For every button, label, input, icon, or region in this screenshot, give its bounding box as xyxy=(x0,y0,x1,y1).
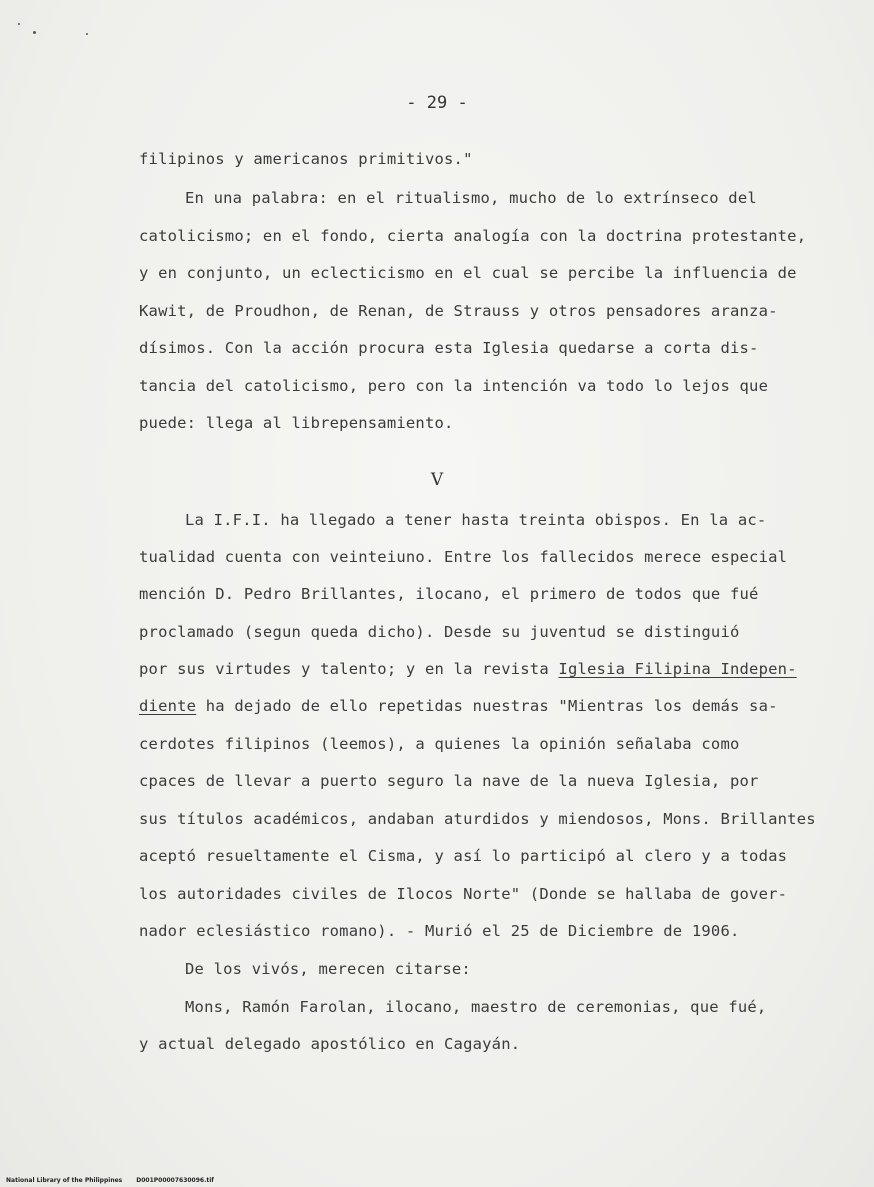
scan-speck xyxy=(33,31,36,34)
scan-speck xyxy=(18,23,20,25)
text-line: aceptó resueltamente el Cisma, y así lo participó al clero y a todas xyxy=(139,847,788,865)
text-line: y actual delegado apostólico en Cagayán. xyxy=(139,1035,521,1053)
text-line: tualidad cuenta con veinteiuno. Entre los fallecidos merece especial xyxy=(139,548,788,566)
periodical-title: Iglesia Filipina Indepen- xyxy=(558,660,797,678)
text-line: filipinos y americanos primitivos." xyxy=(139,150,473,168)
text-line: sus títulos académicos, andaban aturdidos y miendosos, Mons. Brillantes xyxy=(139,810,816,828)
text-line: y en conjunto, un eclecticismo en el cual se percibe la influencia de xyxy=(139,264,797,282)
text-line xyxy=(139,660,797,678)
text-line: cerdotes filipinos (leemos), a quienes la opinión señalaba como xyxy=(139,735,740,753)
text-line: La I.F.I. ha llegado a tener hasta treinta obispos. En la ac- xyxy=(185,511,767,529)
text-line: Kawit, de Proudhon, de Renan, de Strauss y otros pensadores aranza- xyxy=(139,302,778,320)
periodical-title-end: diente xyxy=(139,697,197,715)
scan-footer xyxy=(6,1177,228,1184)
text-line: tancia del catolicismo, pero con la intención va todo lo lejos que xyxy=(139,377,769,395)
text-line: cpaces de llevar a puerto seguro la nave de la nueva Iglesia, por xyxy=(139,772,759,790)
text-line: Mons, Ramón Farolan, ilocano, maestro de ceremonias, que fué, xyxy=(185,998,767,1016)
text-line: proclamado (segun queda dicho). Desde su juventud se distinguió xyxy=(139,623,740,641)
text-line: nador eclesiástico romano). - Murió el 25 de Diciembre de 1906. xyxy=(139,922,740,940)
scan-speck xyxy=(86,33,88,35)
text-line: mención D. Pedro Brillantes, ilocano, el primero de todos que fué xyxy=(139,585,759,603)
text-line: De los vivós, merecen citarse: xyxy=(185,960,471,978)
page-number: - 29 - xyxy=(406,93,468,113)
text-line: los autoridades civiles de Ilocos Norte" (Donde se hallaba de gover- xyxy=(139,885,788,903)
text-line-segment: ha dejado de ello repetidas nuestras "Mientras los demás sa- xyxy=(196,697,778,715)
text-line xyxy=(139,697,778,715)
text-line: catolicismo; en el fondo, cierta analogía con la doctrina protestante, xyxy=(139,227,807,245)
library-name: National Library of the Philippines xyxy=(6,1177,123,1184)
text-line: En una palabra: en el ritualismo, mucho de lo extrínseco del xyxy=(185,189,757,207)
text-line-segment: por sus virtudes y talento; y en la revista xyxy=(139,660,559,678)
section-heading: V xyxy=(430,470,444,490)
text-line: puede: llega al librepensamiento. xyxy=(139,414,454,432)
text-line: dísimos. Con la acción procura esta Iglesia quedarse a corta dis- xyxy=(139,339,759,357)
file-id: D001P00007630096.tif xyxy=(136,1177,214,1184)
